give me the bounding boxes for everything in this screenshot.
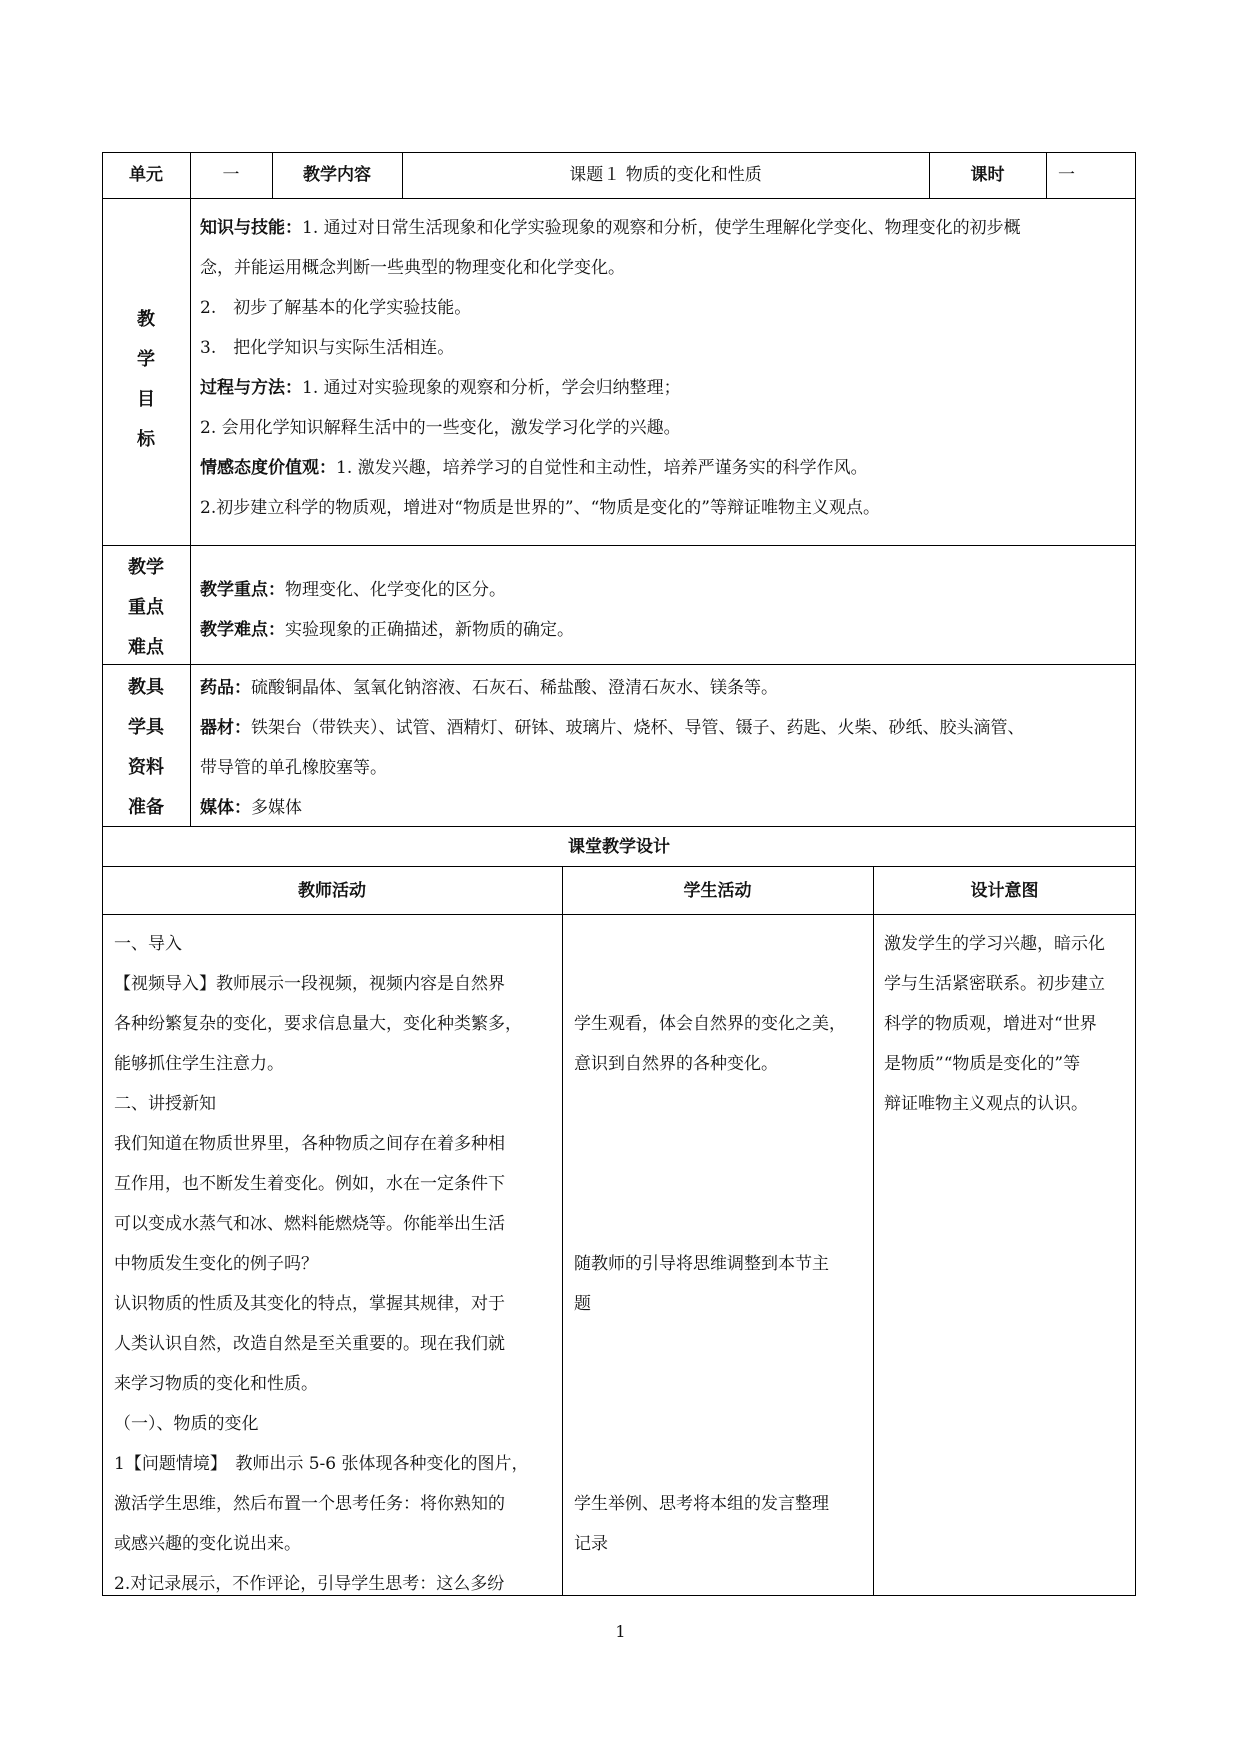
intent-line: 激发学生的学习兴趣，暗示化: [884, 934, 1105, 954]
intent-line: 辩证唯物主义观点的认识。: [884, 1094, 1088, 1114]
objective-line: 2. 会用化学知识解释生活中的一些变化，激发学习化学的兴趣。: [200, 418, 681, 438]
student-line: 记录: [574, 1534, 608, 1554]
content-label: 教学内容: [303, 165, 371, 185]
teacher-line: 可以变成水蒸气和冰、燃料能燃烧等。你能举出生活: [114, 1214, 505, 1234]
teacher-line: 人类认识自然，改造自然是至关重要的。现在我们就: [114, 1334, 505, 1354]
side-label-char: 学具: [128, 717, 164, 738]
col-header-teacher: 教师活动: [298, 881, 366, 901]
teacher-line: 互作用，也不断发生着变化。例如，水在一定条件下: [114, 1174, 505, 1194]
period-value: 一: [1058, 165, 1075, 185]
objective-line: 2. 初步了解基本的化学实验技能。: [200, 298, 472, 318]
col-divider: [190, 198, 191, 826]
side-label-char: 标: [137, 429, 155, 450]
intent-line: 学与生活紧密联系。初步建立: [884, 974, 1105, 994]
objective-line: 2.初步建立科学的物质观，增进对“物质是世界的”、“物质是变化的”等辩证唯物主义观点。: [200, 498, 880, 518]
teacher-line: 1【问题情境】 教师出示 5-6 张体现各种变化的图片，: [114, 1454, 529, 1474]
keypoint-line: 教学难点：实验现象的正确描述，新物质的确定。: [200, 620, 574, 640]
design-title: 课堂教学设计: [568, 837, 670, 857]
keypoints-side-label: [102, 548, 190, 668]
col-divider: [873, 866, 874, 1596]
intent-line: 科学的物质观，增进对“世界: [884, 1014, 1097, 1034]
keypoints-content: [200, 570, 1130, 650]
intent-line: 是物质”“物质是变化的”等: [884, 1054, 1081, 1074]
student-line: 意识到自然界的各种变化。: [574, 1054, 778, 1074]
student-line: 随教师的引导将思维调整到本节主: [574, 1254, 829, 1274]
teacher-line: 【视频导入】教师展示一段视频，视频内容是自然界: [114, 974, 505, 994]
material-line: 药品：硫酸铜晶体、氢氧化钠溶液、石灰石、稀盐酸、澄清石灰水、镁条等。: [200, 678, 778, 698]
row-divider: [102, 664, 1136, 665]
teacher-activity: [114, 924, 558, 1604]
side-label-char: 资料: [128, 757, 164, 778]
material-line: 器材：铁架台（带铁夹）、试管、酒精灯、研钵、玻璃片、烧杯、导管、镊子、药匙、火柴、砂纸、胶头滴管、: [200, 718, 1025, 738]
teacher-line: 我们知道在物质世界里，各种物质之间存在着多种相: [114, 1134, 505, 1154]
side-label-char: 学: [137, 349, 155, 370]
objective-line: 情感态度价值观：1. 激发兴趣，培养学习的自觉性和主动性，培养严谨务实的科学作风。: [200, 458, 868, 478]
teacher-line: 能够抓住学生注意力。: [114, 1054, 284, 1074]
material-line: 媒体：多媒体: [200, 798, 302, 818]
student-activity-2: [574, 1244, 870, 1324]
teacher-line: 认识物质的性质及其变化的特点，掌握其规律，对于: [114, 1294, 505, 1314]
teacher-line: 中物质发生变化的例子吗？: [114, 1254, 318, 1274]
side-label-char: 教: [137, 309, 155, 330]
teacher-line: （一）、物质的变化: [114, 1414, 259, 1434]
col-header-intent: 设计意图: [970, 881, 1039, 901]
col-header-student: 学生活动: [683, 881, 752, 901]
side-label-char: 重点: [128, 597, 164, 618]
materials-content: [200, 668, 1130, 828]
row-divider: [102, 914, 1136, 915]
page-number: 1: [615, 1622, 626, 1641]
teacher-line: 2.对记录展示，不作评论，引导学生思考：这么多纷: [114, 1574, 505, 1594]
keypoint-line: 教学重点：物理变化、化学变化的区分。: [200, 580, 506, 600]
objective-line: 念，并能运用概念判断一些典型的物理变化和化学变化。: [200, 258, 625, 278]
side-label-char: 难点: [128, 637, 164, 658]
side-label-char: 目: [137, 389, 155, 410]
student-activity-1: [574, 1004, 870, 1084]
student-line: 学生观看，体会自然界的变化之美，: [574, 1014, 846, 1034]
objective-line: 过程与方法：1. 通过对实验现象的观察和分析，学会归纳整理；: [200, 378, 681, 398]
teacher-line: 来学习物质的变化和性质。: [114, 1374, 318, 1394]
student-line: 学生举例、思考将本组的发言整理: [574, 1494, 829, 1514]
col-divider: [1046, 152, 1047, 198]
materials-side-label: [102, 668, 190, 828]
objectives-content: [200, 208, 1130, 528]
objective-line: 知识与技能：1. 通过对日常生活现象和化学实验现象的观察和分析，使学生理解化学变化、物理变化的初步概: [200, 218, 1021, 238]
unit-value: 一: [222, 165, 240, 185]
side-label-char: 教学: [128, 557, 164, 578]
teacher-line: 各种纷繁复杂的变化，要求信息量大，变化种类繁多，: [114, 1014, 522, 1034]
teacher-line: 激活学生思维，然后布置一个思考任务：将你熟知的: [114, 1494, 505, 1514]
design-intent: [884, 924, 1132, 1124]
student-line: 题: [574, 1294, 591, 1314]
unit-label: 单元: [129, 165, 163, 185]
teacher-line: 一、导入: [114, 934, 182, 954]
row-divider: [102, 198, 1136, 199]
content-value: 课题１ 物质的变化和性质: [569, 165, 762, 185]
period-label: 课时: [970, 165, 1005, 185]
objective-line: 3. 把化学知识与实际生活相连。: [200, 338, 455, 358]
teacher-line: 二、讲授新知: [114, 1094, 216, 1114]
side-label-char: 准备: [128, 797, 164, 818]
row-divider: [102, 545, 1136, 546]
material-line: 带导管的单孔橡胶塞等。: [200, 758, 387, 778]
side-label-char: 教具: [128, 677, 164, 698]
teacher-line: 或感兴趣的变化说出来。: [114, 1534, 301, 1554]
objectives-side-label: [102, 300, 190, 460]
student-activity-3: [574, 1484, 870, 1564]
row-divider: [102, 866, 1136, 867]
col-divider: [562, 866, 563, 1596]
